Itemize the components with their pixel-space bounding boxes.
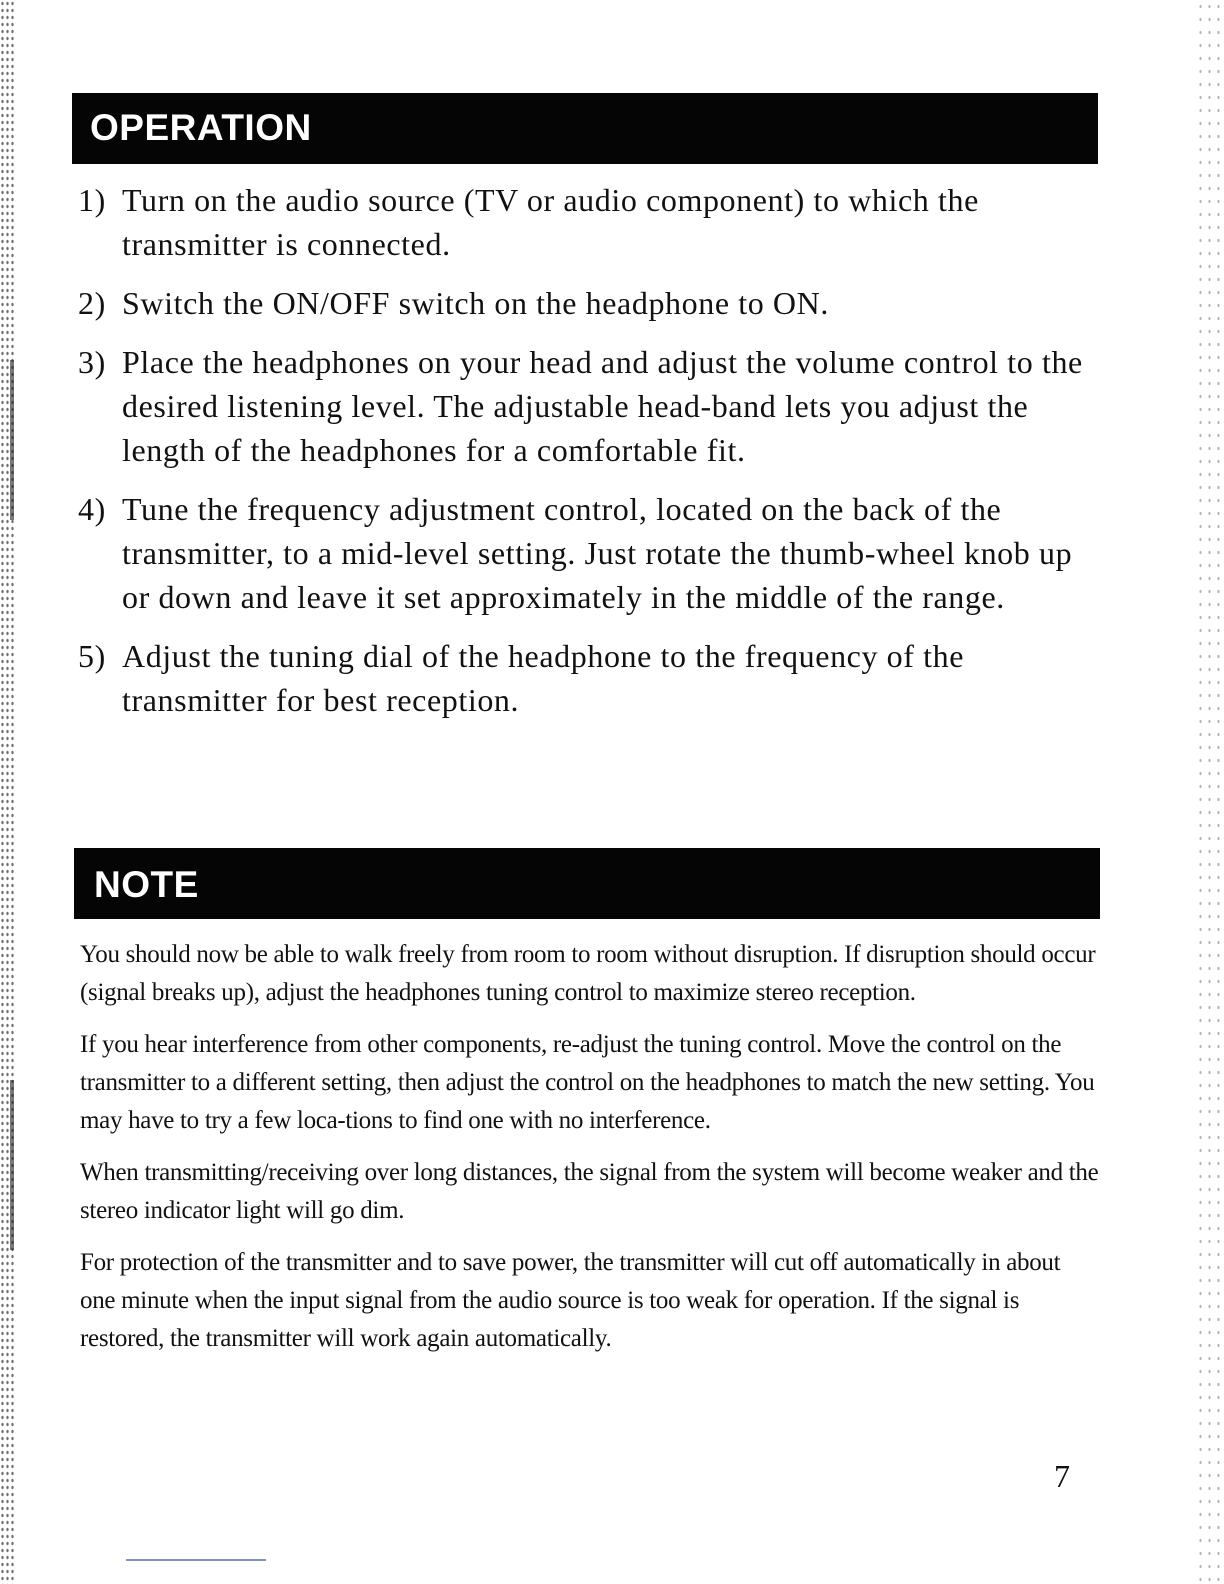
step-number: 4)	[78, 491, 106, 527]
note-paragraph: You should now be able to walk freely from room to room without disruption. If disruption should occur (signal breaks up), adjust the headphones tuning control to maximize stereo reception.	[80, 941, 1096, 1006]
scan-edge-mark	[10, 1080, 14, 1250]
step-text: Tune the frequency adjustment control, located on the back of the transmitter, to a mid-level setting. Just rotate the thumb-wheel knob up or down and leave it set approximately in the middle of the range.	[122, 491, 1073, 615]
step-number: 2)	[78, 285, 106, 321]
step-text: Place the headphones on your head and adjust the volume control to the desired listening level. The adjustable head-band lets you adjust the length of the headphones for a comfortable fit.	[122, 344, 1083, 468]
note-paragraph: For protection of the transmitter and to save power, the transmitter will cut off automatically in about one minute when the input signal from the audio source is too weak for operation. If the signal is restored, the transmitter will work again automatically.	[80, 1249, 1061, 1352]
step-text: Adjust the tuning dial of the headphone to the frequency of the transmitter for best reception.	[122, 638, 965, 718]
note-heading-text: NOTE	[94, 864, 199, 905]
step-number: 1)	[78, 182, 106, 218]
operation-heading-text: OPERATION	[90, 107, 312, 148]
step-text: Switch the ON/OFF switch on the headphone to ON.	[122, 285, 829, 321]
operation-heading	[72, 93, 1098, 164]
note-paragraph: If you hear interference from other components, re-adjust the tuning control. Move the control on the transmitter to a different setting, then adjust the control on the headphones to match the new setting. You may have to try a few loca-tions to find one with no interference.	[80, 1031, 1095, 1134]
note-body	[80, 936, 1100, 1372]
page-number: 7	[1054, 1458, 1070, 1494]
list-item	[78, 340, 1108, 472]
scan-edge-left	[0, 0, 14, 1584]
list-item	[78, 178, 1108, 266]
scan-edge-right	[1196, 0, 1224, 1584]
note-heading	[74, 848, 1100, 919]
note-paragraph: When transmitting/receiving over long distances, the signal from the system will become weaker and the stereo indicator light will go dim.	[80, 1159, 1099, 1224]
list-item	[78, 281, 1108, 325]
list-item	[78, 487, 1108, 619]
step-number: 3)	[78, 344, 106, 380]
step-text: Turn on the audio source (TV or audio component) to which the transmitter is connected.	[122, 182, 979, 262]
list-item	[78, 634, 1108, 722]
operation-steps-list	[78, 178, 1108, 737]
scan-edge-mark	[10, 360, 14, 520]
bottom-rule	[126, 1559, 266, 1561]
step-number: 5)	[78, 638, 106, 674]
